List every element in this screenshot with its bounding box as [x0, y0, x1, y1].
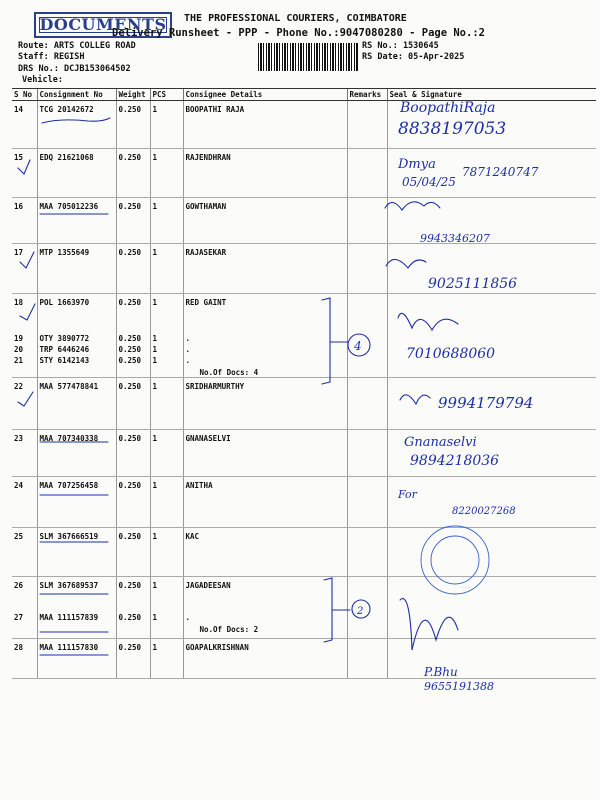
remarks-cell — [347, 430, 387, 477]
pcs-value: 1 — [152, 334, 158, 343]
pcs-cell: 1 — [150, 198, 183, 244]
consignee-cell: GOAPALKRISHNAN — [183, 639, 347, 679]
remarks-cell — [347, 477, 387, 528]
consignee-cell: SRIDHARMURTHY — [183, 378, 347, 430]
runsheet-subtitle: Delivery Runsheet - PPP - Phone No.:9047080280 - Page No.:2 — [112, 27, 485, 39]
remarks-cell — [347, 244, 387, 294]
consignee-cell: BOOPATHI RAJA — [183, 101, 347, 149]
sno-cell — [12, 577, 37, 639]
weight-value: 0.250 — [118, 334, 142, 343]
signature-cell — [387, 294, 596, 378]
sno-value: 26 — [14, 581, 24, 590]
signature-text: Gnanaselvi — [404, 435, 477, 450]
signature-cell — [387, 528, 596, 577]
remarks-cell — [347, 294, 387, 378]
pcs-cell: 1 — [150, 528, 183, 577]
remarks-cell — [347, 101, 387, 149]
signature-cell — [387, 149, 596, 198]
weight-cell: 0.250 — [116, 149, 150, 198]
signature-text: BoopathiRaja — [400, 100, 496, 116]
weight-cell — [116, 294, 150, 378]
consignment-value: OTY 3890772 — [39, 334, 90, 343]
weight-cell: 0.250 — [116, 244, 150, 294]
sno-value: 18 — [14, 298, 24, 307]
consignment-cell: SLM 367666519 — [37, 528, 116, 577]
weight-value: 0.250 — [118, 345, 142, 354]
remarks-cell — [347, 528, 387, 577]
consignment-value: MAA 111157839 — [39, 613, 99, 622]
weight-cell: 0.250 — [116, 430, 150, 477]
signature-cell — [387, 430, 596, 477]
consignee-value: JAGADEESAN — [185, 581, 231, 590]
company-title: THE PROFESSIONAL COURIERS, COIMBATORE — [184, 13, 407, 24]
vehicle-text: Vehicle: — [22, 75, 63, 85]
signature-text: P.Bhu — [424, 665, 458, 679]
col-pcs: PCS — [150, 89, 183, 101]
docs-count: No.Of Docs: 4 — [199, 368, 259, 377]
pcs-cell — [150, 294, 183, 378]
consignee-value: . — [185, 334, 191, 343]
signature-cell — [387, 244, 596, 294]
table-row — [12, 528, 596, 577]
pcs-cell: 1 — [150, 430, 183, 477]
col-weight: Weight — [116, 89, 150, 101]
sno-cell: 28 — [12, 639, 37, 679]
pcs-cell — [150, 577, 183, 639]
phone-number: 7010688060 — [406, 346, 496, 362]
table-row — [12, 198, 596, 244]
seal-text-fragment: . . . — [462, 584, 469, 590]
sno-cell: 14 — [12, 101, 37, 149]
consignment-cell: EDQ 21621068 — [37, 149, 116, 198]
col-remarks: Remarks — [347, 89, 387, 101]
signature-cell — [387, 477, 596, 528]
table-header-row — [12, 89, 596, 101]
signature-cell — [387, 101, 596, 149]
group-count: 2 — [357, 606, 364, 617]
sno-cell: 15 — [12, 149, 37, 198]
date-text: 05/04/25 — [402, 175, 456, 189]
drs-number: DRS No.: DCJB153064502 — [18, 64, 131, 74]
table-row — [12, 477, 596, 528]
weight-cell: 0.250 — [116, 378, 150, 430]
sno-value: 27 — [14, 613, 24, 622]
signature-cell — [387, 198, 596, 244]
signature-text: For — [398, 488, 417, 501]
group-count: 4 — [354, 339, 362, 353]
phone-number: 9894218036 — [410, 453, 500, 469]
runsheet-table — [12, 88, 596, 679]
consignee-cell: GOWTHAMAN — [183, 198, 347, 244]
table-row — [12, 639, 596, 679]
remarks-cell — [347, 198, 387, 244]
staff-text: Staff: REGISH — [18, 52, 85, 62]
pcs-value: 1 — [152, 613, 158, 622]
pcs-value: 1 — [152, 356, 158, 365]
signature-cell — [387, 577, 596, 639]
pcs-cell: 1 — [150, 149, 183, 198]
signature-cell — [387, 378, 596, 430]
pcs-value: 1 — [152, 298, 158, 307]
consignment-cell: TCG 20142672 — [37, 101, 116, 149]
pcs-cell: 1 — [150, 477, 183, 528]
signature-text: Dmya — [398, 157, 436, 172]
docs-count: No.Of Docs: 2 — [199, 625, 259, 634]
remarks-cell — [347, 577, 387, 639]
table-row-group — [12, 577, 596, 639]
consignee-cell: GNANASELVI — [183, 430, 347, 477]
weight-cell: 0.250 — [116, 639, 150, 679]
table-row-group — [12, 294, 596, 378]
consignment-cell: MTP 1355649 — [37, 244, 116, 294]
consignee-cell: RAJENDHRAN — [183, 149, 347, 198]
weight-value: 0.250 — [118, 298, 142, 307]
barcode-image — [258, 43, 358, 71]
weight-cell: 0.250 — [116, 198, 150, 244]
weight-value: 0.250 — [118, 581, 142, 590]
consignment-cell — [37, 294, 116, 378]
sno-cell: 23 — [12, 430, 37, 477]
sno-cell: 17 — [12, 244, 37, 294]
consignee-cell: ANITHA — [183, 477, 347, 528]
table-row — [12, 430, 596, 477]
phone-number: 9025111856 — [428, 276, 518, 292]
consignee-value: . — [185, 356, 191, 365]
weight-cell: 0.250 — [116, 101, 150, 149]
consignee-cell: KAC — [183, 528, 347, 577]
route-text: Route: ARTS COLLEG ROAD — [18, 41, 136, 51]
consignment-value: POL 1663970 — [39, 298, 90, 307]
consignment-cell: MAA 705012236 — [37, 198, 116, 244]
phone-number: 9655191388 — [424, 680, 494, 693]
consignment-cell — [37, 577, 116, 639]
sno-cell — [12, 294, 37, 378]
consignment-value: TRP 6446246 — [39, 345, 90, 354]
col-signature: Seal & Signature — [387, 89, 596, 101]
phone-number: 9943346207 — [420, 232, 490, 245]
consignment-cell: MAA 111157830 — [37, 639, 116, 679]
consignee-cell — [183, 294, 347, 378]
consignee-value: . — [185, 613, 191, 622]
table-row — [12, 244, 596, 294]
sno-cell: 24 — [12, 477, 37, 528]
phone-number: 9994179794 — [438, 394, 534, 412]
pcs-cell: 1 — [150, 639, 183, 679]
table-row — [12, 101, 596, 149]
remarks-cell — [347, 149, 387, 198]
sno-cell: 16 — [12, 198, 37, 244]
pcs-cell: 1 — [150, 378, 183, 430]
consignment-cell: MAA 577478841 — [37, 378, 116, 430]
phone-number: 8838197053 — [398, 119, 507, 139]
sno-cell: 22 — [12, 378, 37, 430]
signature-cell — [387, 639, 596, 679]
consignment-value: SLM 367689537 — [39, 581, 99, 590]
phone-number: 7871240747 — [462, 165, 539, 179]
col-consignment: Consignment No — [37, 89, 116, 101]
weight-cell: 0.250 — [116, 477, 150, 528]
rs-number: RS No.: 1530645 — [362, 41, 439, 51]
sno-cell: 25 — [12, 528, 37, 577]
phone-number: 8220027268 — [452, 506, 516, 517]
col-consignee: Consignee Details — [183, 89, 347, 101]
table-row — [12, 378, 596, 430]
col-sno: S No — [12, 89, 37, 101]
weight-cell: 0.250 — [116, 528, 150, 577]
consignee-cell — [183, 577, 347, 639]
sno-value: 19 — [14, 334, 24, 343]
sno-value: 20 — [14, 345, 24, 354]
table-row — [12, 149, 596, 198]
pcs-cell: 1 — [150, 244, 183, 294]
remarks-cell — [347, 639, 387, 679]
rs-date: RS Date: 05-Apr-2025 — [362, 52, 465, 62]
weight-value: 0.250 — [118, 356, 142, 365]
remarks-cell — [347, 378, 387, 430]
weight-value: 0.250 — [118, 613, 142, 622]
pcs-cell: 1 — [150, 101, 183, 149]
consignment-cell: MAA 707256458 — [37, 477, 116, 528]
consignee-value: . — [185, 345, 191, 354]
consignee-cell: RAJASEKAR — [183, 244, 347, 294]
consignment-value: STY 6142143 — [39, 356, 90, 365]
stamp-label: DOCUMENTS — [39, 15, 167, 34]
pcs-value: 1 — [152, 345, 158, 354]
sno-value: 21 — [14, 356, 24, 365]
weight-cell — [116, 577, 150, 639]
pcs-value: 1 — [152, 581, 158, 590]
consignee-value: RED GAINT — [185, 298, 227, 307]
consignment-cell: MAA 707340338 — [37, 430, 116, 477]
